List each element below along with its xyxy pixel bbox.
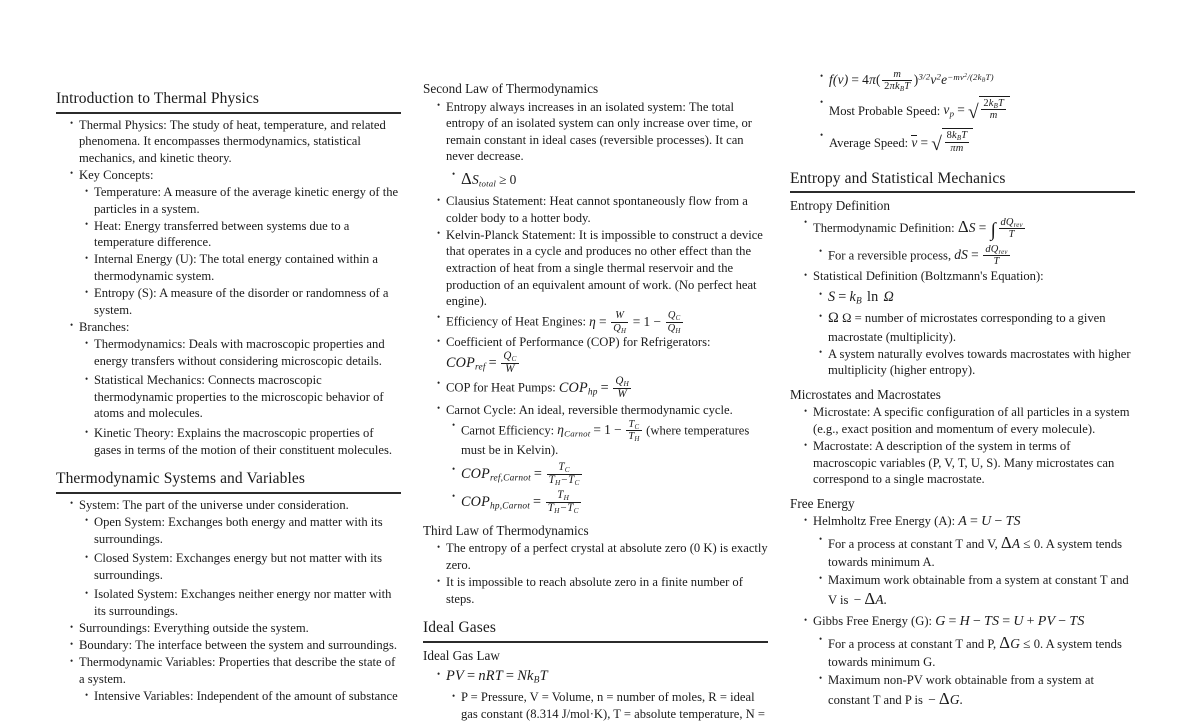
- list-item: • Boundary: The interface between the system and surroundings.: [70, 637, 401, 654]
- label-max-work-a: Maximum work obtainable from a system at constant T and V is: [828, 572, 1129, 608]
- text-min-g: 0. A system tends towards minimum G.: [828, 637, 1122, 670]
- sublist-reversible: [804, 244, 1135, 268]
- formula-average-speed: v = √ $\frac{8k_BT}{\pi m}$: [911, 135, 972, 150]
- list-item: • System: The part of the universe under consideration.: [70, 497, 401, 514]
- formula-boltzmann-entropy: • $S = k_B$ ln Ω: [819, 288, 1135, 307]
- list-item-reversible-process: [819, 244, 1135, 268]
- list-intro-thermal-physics: [56, 117, 401, 459]
- section-heading-intro-thermal-physics: Introduction to Thermal Physics: [56, 90, 401, 114]
- label-max-work-g: Maximum non-PV work obtainable from a system at constant T and P is: [828, 672, 1094, 708]
- label-gibbs: Gibbs Free Energy (G):: [813, 614, 933, 629]
- list-item: • A system naturally evolves towards macrostates with higher multiplicity (higher entropy).: [819, 346, 1135, 379]
- list-entropy-definition: [790, 216, 1135, 379]
- section-heading-second-law: Second Law of Thermodynamics: [423, 81, 599, 96]
- label-thermodynamic-definition: Thermodynamic Definition:: [813, 220, 955, 235]
- sublist-variables: [70, 688, 401, 705]
- text-min-a: 0. A system tends towards minimum A.: [828, 537, 1123, 570]
- section-heading-thermodynamic-systems: Thermodynamic Systems and Variables: [56, 470, 401, 494]
- list-microstates-macrostates: [790, 404, 1135, 488]
- list-item: • Isolated System: Exchanges neither energy nor matter with its surroundings.: [85, 586, 401, 619]
- subheading-entropy-definition: Entropy Definition: [790, 198, 890, 214]
- list-item-cop-ref: [437, 334, 768, 376]
- list-item-cop-hp: [437, 376, 768, 401]
- list-item: • Thermal Physics: The study of heat, temperature, and related phenomena. It encompasses thermodynamics, statistical mechanics, and kinetic theory.: [70, 117, 401, 167]
- list-item: • Surroundings: Everything outside the system.: [70, 620, 401, 637]
- formula-cop-ref: $COP_{ref}$ = $\frac{Q_C}{W}$: [446, 349, 517, 375]
- list-item-helmholtz: [804, 513, 1135, 531]
- symbol-omega: Ω: [828, 310, 839, 327]
- list-item: • Temperature: A measure of the average kinetic energy of the particles in a system.: [85, 184, 401, 217]
- formula-delta-a: ΔA ≤: [1000, 533, 1031, 553]
- sublist-carnot: [437, 419, 768, 515]
- section-heading-ideal-gases: Ideal Gases: [423, 619, 768, 643]
- column-1: [56, 66, 401, 704]
- list-item: • Key Concepts:: [70, 167, 401, 184]
- list-item: • Thermodynamics: Deals with macroscopic properties and energy transfers without considering microscopic details.: [85, 336, 401, 369]
- label-helmholtz: Helmholtz Free Energy (A):: [813, 514, 956, 529]
- list-item: • Statistical Definition (Boltzmann's Equation):: [804, 268, 1135, 285]
- list-third-law: [423, 540, 768, 607]
- label-constant-tp: For a process at constant T and P,: [828, 637, 997, 652]
- list-item: • Branches:: [70, 319, 401, 336]
- formula-thermodynamic-entropy: ΔS = ∫ $\frac{dQ_{rev}}{T}$: [957, 216, 1023, 241]
- sublist-gibbs-notes: [804, 632, 1135, 710]
- formula-cop-hp: $COP_{hp}$ = $\frac{Q_H}{W}$: [558, 375, 630, 401]
- list-item-gibbs: [804, 613, 1135, 631]
- list-item: • Closed System: Exchanges energy but not matter with its surroundings.: [85, 550, 401, 583]
- subheading-ideal-gas-law: Ideal Gas Law: [423, 647, 500, 663]
- section-heading-third-law: Third Law of Thermodynamics: [423, 522, 589, 538]
- list-item: • P = Pressure, V = Volume, n = number of moles, R = ideal gas constant (8.314 J/mol·K), T = absolute temperature, N =: [452, 689, 768, 722]
- formula-cop-hp-carnot: • $COP_{hp,Carnot}$ = $\frac{T_H}{T_H-T_C}$: [452, 490, 768, 515]
- formula-gibbs: G = H − TS = U + PV − TS: [935, 614, 1085, 630]
- list-item: • Entropy (S): A measure of the disorder or randomness of a system.: [85, 285, 401, 318]
- list-item: • Open System: Exchanges both energy and matter with its surroundings.: [85, 514, 401, 547]
- list-item-max-work-g: [819, 672, 1135, 711]
- list-item-efficiency: [437, 310, 768, 334]
- list-item: • Carnot Cycle: An ideal, reversible thermodynamic cycle.: [437, 402, 768, 419]
- list-item: • Statistical Mechanics: Connects macroscopic thermodynamic properties to the microscopic behavior of atoms and molecules.: [85, 372, 401, 422]
- label-reversible-process: For a reversible process,: [828, 248, 952, 263]
- formula-efficiency: η = $\frac{W}{Q_H}$ = 1 − $\frac{Q_C}{Q_H}$: [589, 310, 681, 335]
- three-column-layout: [56, 66, 1135, 722]
- sublist-helmholtz-notes: [804, 532, 1135, 610]
- label-cop-hp: COP for Heat Pumps:: [446, 381, 556, 396]
- list-second-law: [423, 99, 768, 515]
- list-item: • The entropy of a perfect crystal at absolute zero (0 K) is exactly zero.: [437, 540, 768, 573]
- formula-delta-s-total: • $\Delta S_{total} \ge 0$: [452, 168, 768, 190]
- list-item: • Thermodynamic Variables: Properties that describe the state of a system.: [70, 654, 401, 687]
- sublist-boltzmann: [804, 288, 1135, 379]
- subheading-free-energy: Free Energy: [790, 495, 855, 511]
- list-free-energy: [790, 513, 1135, 710]
- formula-cop-ref-carnot: • $COP_{ref,Carnot}$ = $\frac{T_C}{T_H-T_C}$: [452, 462, 768, 487]
- label-constant-tv: For a process at constant T and V,: [828, 537, 998, 552]
- subheading-microstates-macrostates: Microstates and Macrostates: [790, 386, 941, 402]
- list-item-omega: [819, 309, 1135, 345]
- list-item-delta-g: [819, 632, 1135, 671]
- label-most-probable-speed: Most Probable Speed:: [829, 103, 941, 118]
- column-2: [423, 66, 768, 722]
- formula-neg-delta-a: − ΔA.: [853, 589, 888, 609]
- list-ideal-gas-law: [423, 667, 768, 722]
- note-kelvin: (where temperatures must be in Kelvin).: [461, 423, 750, 458]
- sublist-key-concepts: [70, 184, 401, 318]
- formula-maxwell-boltzmann-distribution: • f(v) = 4π( $\frac{m}{2\pi k_BT}$ )$^{3/2}v^2e^{-mv^2/(2k_BT)}$: [820, 69, 1135, 93]
- label-efficiency: Efficiency of Heat Engines:: [446, 314, 586, 329]
- list-maxwell-boltzmann: [790, 69, 1135, 158]
- formula-most-probable-speed: $v_p$ = √ $\frac{2k_BT}{m}$: [943, 102, 1009, 117]
- formula-delta-g: ΔG ≤: [999, 633, 1031, 653]
- list-item: • It is impossible to reach absolute zero in a finite number of steps.: [437, 574, 768, 607]
- list-item: • Microstate: A specific configuration of all particles in a system (e.g., exact position and momentum of every molecule).: [804, 404, 1135, 437]
- list-item-delta-a: [819, 532, 1135, 571]
- column-3: [790, 66, 1135, 709]
- sublist-branches: [70, 336, 401, 458]
- list-item-carnot-efficiency: [452, 419, 768, 459]
- sublist-system-types: [70, 514, 401, 620]
- list-item: • Entropy always increases in an isolated system: The total entropy of an isolated system can only increase over time, or remain constant in ideal cases (reversible processes). It can never decrease.: [437, 99, 768, 165]
- section-heading-entropy-statistical-mechanics: Entropy and Statistical Mechanics: [790, 170, 1135, 194]
- label-average-speed: Average Speed:: [829, 136, 909, 151]
- formula-carnot-efficiency: $\eta_{Carnot} = 1$ − $\frac{T_C}{T_H}$: [557, 418, 640, 444]
- list-item-max-work-a: [819, 572, 1135, 611]
- label-cop-ref: Coefficient of Performance (COP) for Refrigerators:: [446, 335, 711, 350]
- formula-ideal-gas: • PV = nRT = $Nk_BT$: [437, 667, 768, 686]
- formula-neg-delta-g: − ΔG.: [928, 689, 964, 709]
- list-item: • Heat: Energy transferred between systems due to a temperature difference.: [85, 218, 401, 251]
- list-item: • Kinetic Theory: Explains the macroscopic properties of gases in terms of the motion of their constituent molecules.: [85, 425, 401, 458]
- list-item: • Kelvin-Planck Statement: It is impossible to construct a device that operates in a cycle and produces no other effect than the extraction of heat from a single thermal reservoir and the production of an equivalent amount of work. (No perfect heat engine).: [437, 227, 768, 310]
- list-item-label: Ω = number of microstates corresponding to a given macrostate (multiplicity).: [828, 311, 1106, 344]
- formula-ds-reversible: dS = $\frac{dQ_{rev}}{T}$: [954, 244, 1008, 268]
- list-item: • Macrostate: A description of the system in terms of macroscopic variables (P, V, T, U, S). Many microstates can correspond to a single macrostate.: [804, 438, 1135, 488]
- list-thermodynamic-systems: [56, 497, 401, 705]
- formula-helmholtz: A = U − TS: [958, 514, 1021, 530]
- list-item-average-speed: [820, 128, 1135, 158]
- list-item-most-probable-speed: [820, 96, 1135, 126]
- sublist-ideal-gas-terms: [437, 689, 768, 722]
- sublist-entropy-inequality: [437, 168, 768, 190]
- list-item: • Internal Energy (U): The total energy contained within a thermodynamic system.: [85, 251, 401, 284]
- list-item: • Intensive Variables: Independent of the amount of substance: [85, 688, 401, 705]
- label-carnot-efficiency: Carnot Efficiency:: [461, 423, 555, 438]
- list-item: • Clausius Statement: Heat cannot spontaneously flow from a colder body to a hotter body.: [437, 193, 768, 226]
- list-item-thermodynamic-definition: [804, 216, 1135, 244]
